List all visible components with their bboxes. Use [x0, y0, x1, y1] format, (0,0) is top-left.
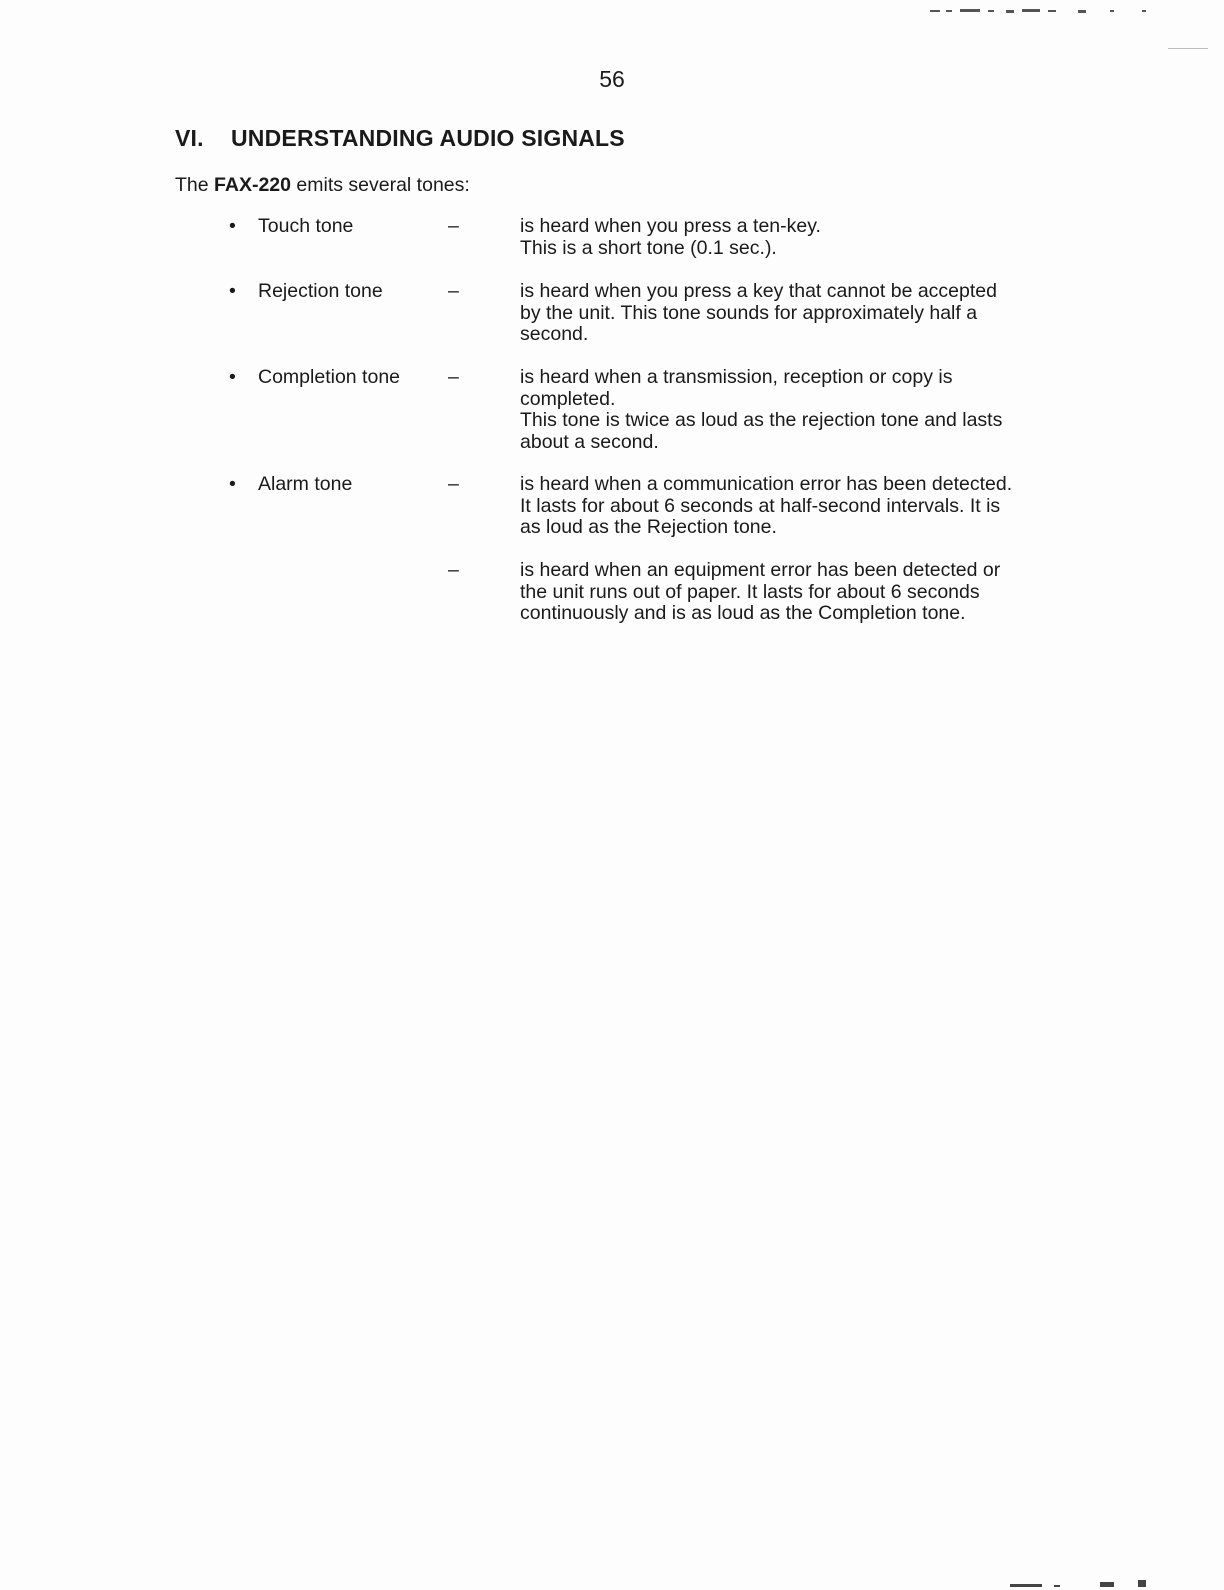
description-line: about a second. — [520, 430, 659, 453]
description-line: by the unit. This tone sounds for approximately half a — [520, 301, 978, 324]
section-heading — [175, 125, 625, 152]
tone-description — [520, 216, 1050, 259]
intro-model-name: FAX-220 — [214, 174, 291, 196]
bullet-icon: • — [229, 280, 236, 302]
tone-dash: – — [448, 215, 459, 237]
description-line: is heard when you press a ten-key. — [520, 215, 821, 237]
bullet-icon: • — [229, 366, 236, 388]
tone-name: Alarm tone — [258, 473, 353, 495]
description-line: This is a short tone (0.1 sec.). — [520, 236, 777, 259]
scan-artifact-bottom — [1010, 1578, 1160, 1588]
description-line: the unit runs out of paper. It lasts for about 6 seconds — [520, 580, 980, 603]
description-line: It lasts for about 6 seconds at half-second intervals. It is — [520, 494, 1001, 517]
page-number: 56 — [599, 66, 625, 92]
tone-name: Rejection tone — [258, 280, 383, 302]
description-line: second. — [520, 323, 589, 345]
section-title: UNDERSTANDING AUDIO SIGNALS — [231, 125, 625, 151]
tone-dash: – — [448, 366, 459, 388]
tone-description — [520, 281, 1050, 346]
tone-name: Completion tone — [258, 366, 401, 388]
tone-dash: – — [448, 280, 459, 302]
description-line: is heard when a communication error has been detected. — [520, 473, 1013, 495]
tone-description — [520, 474, 1050, 539]
intro-sentence — [175, 174, 470, 197]
scan-artifact-top — [930, 8, 1155, 14]
description-line: This tone is twice as loud as the rejection tone and lasts — [520, 409, 1003, 431]
description-line: is heard when you press a key that cannot be accepted — [520, 280, 997, 302]
bullet-icon: • — [229, 215, 236, 237]
description-line: is heard when a transmission, reception or copy is — [520, 366, 953, 388]
tone-name: Touch tone — [258, 215, 354, 237]
description-line: completed. — [520, 387, 616, 410]
tone-dash: – — [448, 473, 459, 495]
tone-description — [520, 560, 1050, 625]
intro-text-after: emits several tones: — [290, 174, 470, 196]
description-line: continuously and is as loud as the Completion tone. — [520, 602, 966, 624]
bullet-icon: • — [229, 473, 236, 495]
tone-description — [520, 367, 1050, 453]
intro-text-before: The — [175, 174, 215, 196]
section-numeral: VI. — [175, 125, 204, 151]
description-line: as loud as the Rejection tone. — [520, 516, 777, 538]
tone-dash: – — [448, 559, 459, 581]
scan-artifact-edge — [1168, 48, 1208, 49]
description-line: is heard when an equipment error has been detected or — [520, 559, 1001, 581]
